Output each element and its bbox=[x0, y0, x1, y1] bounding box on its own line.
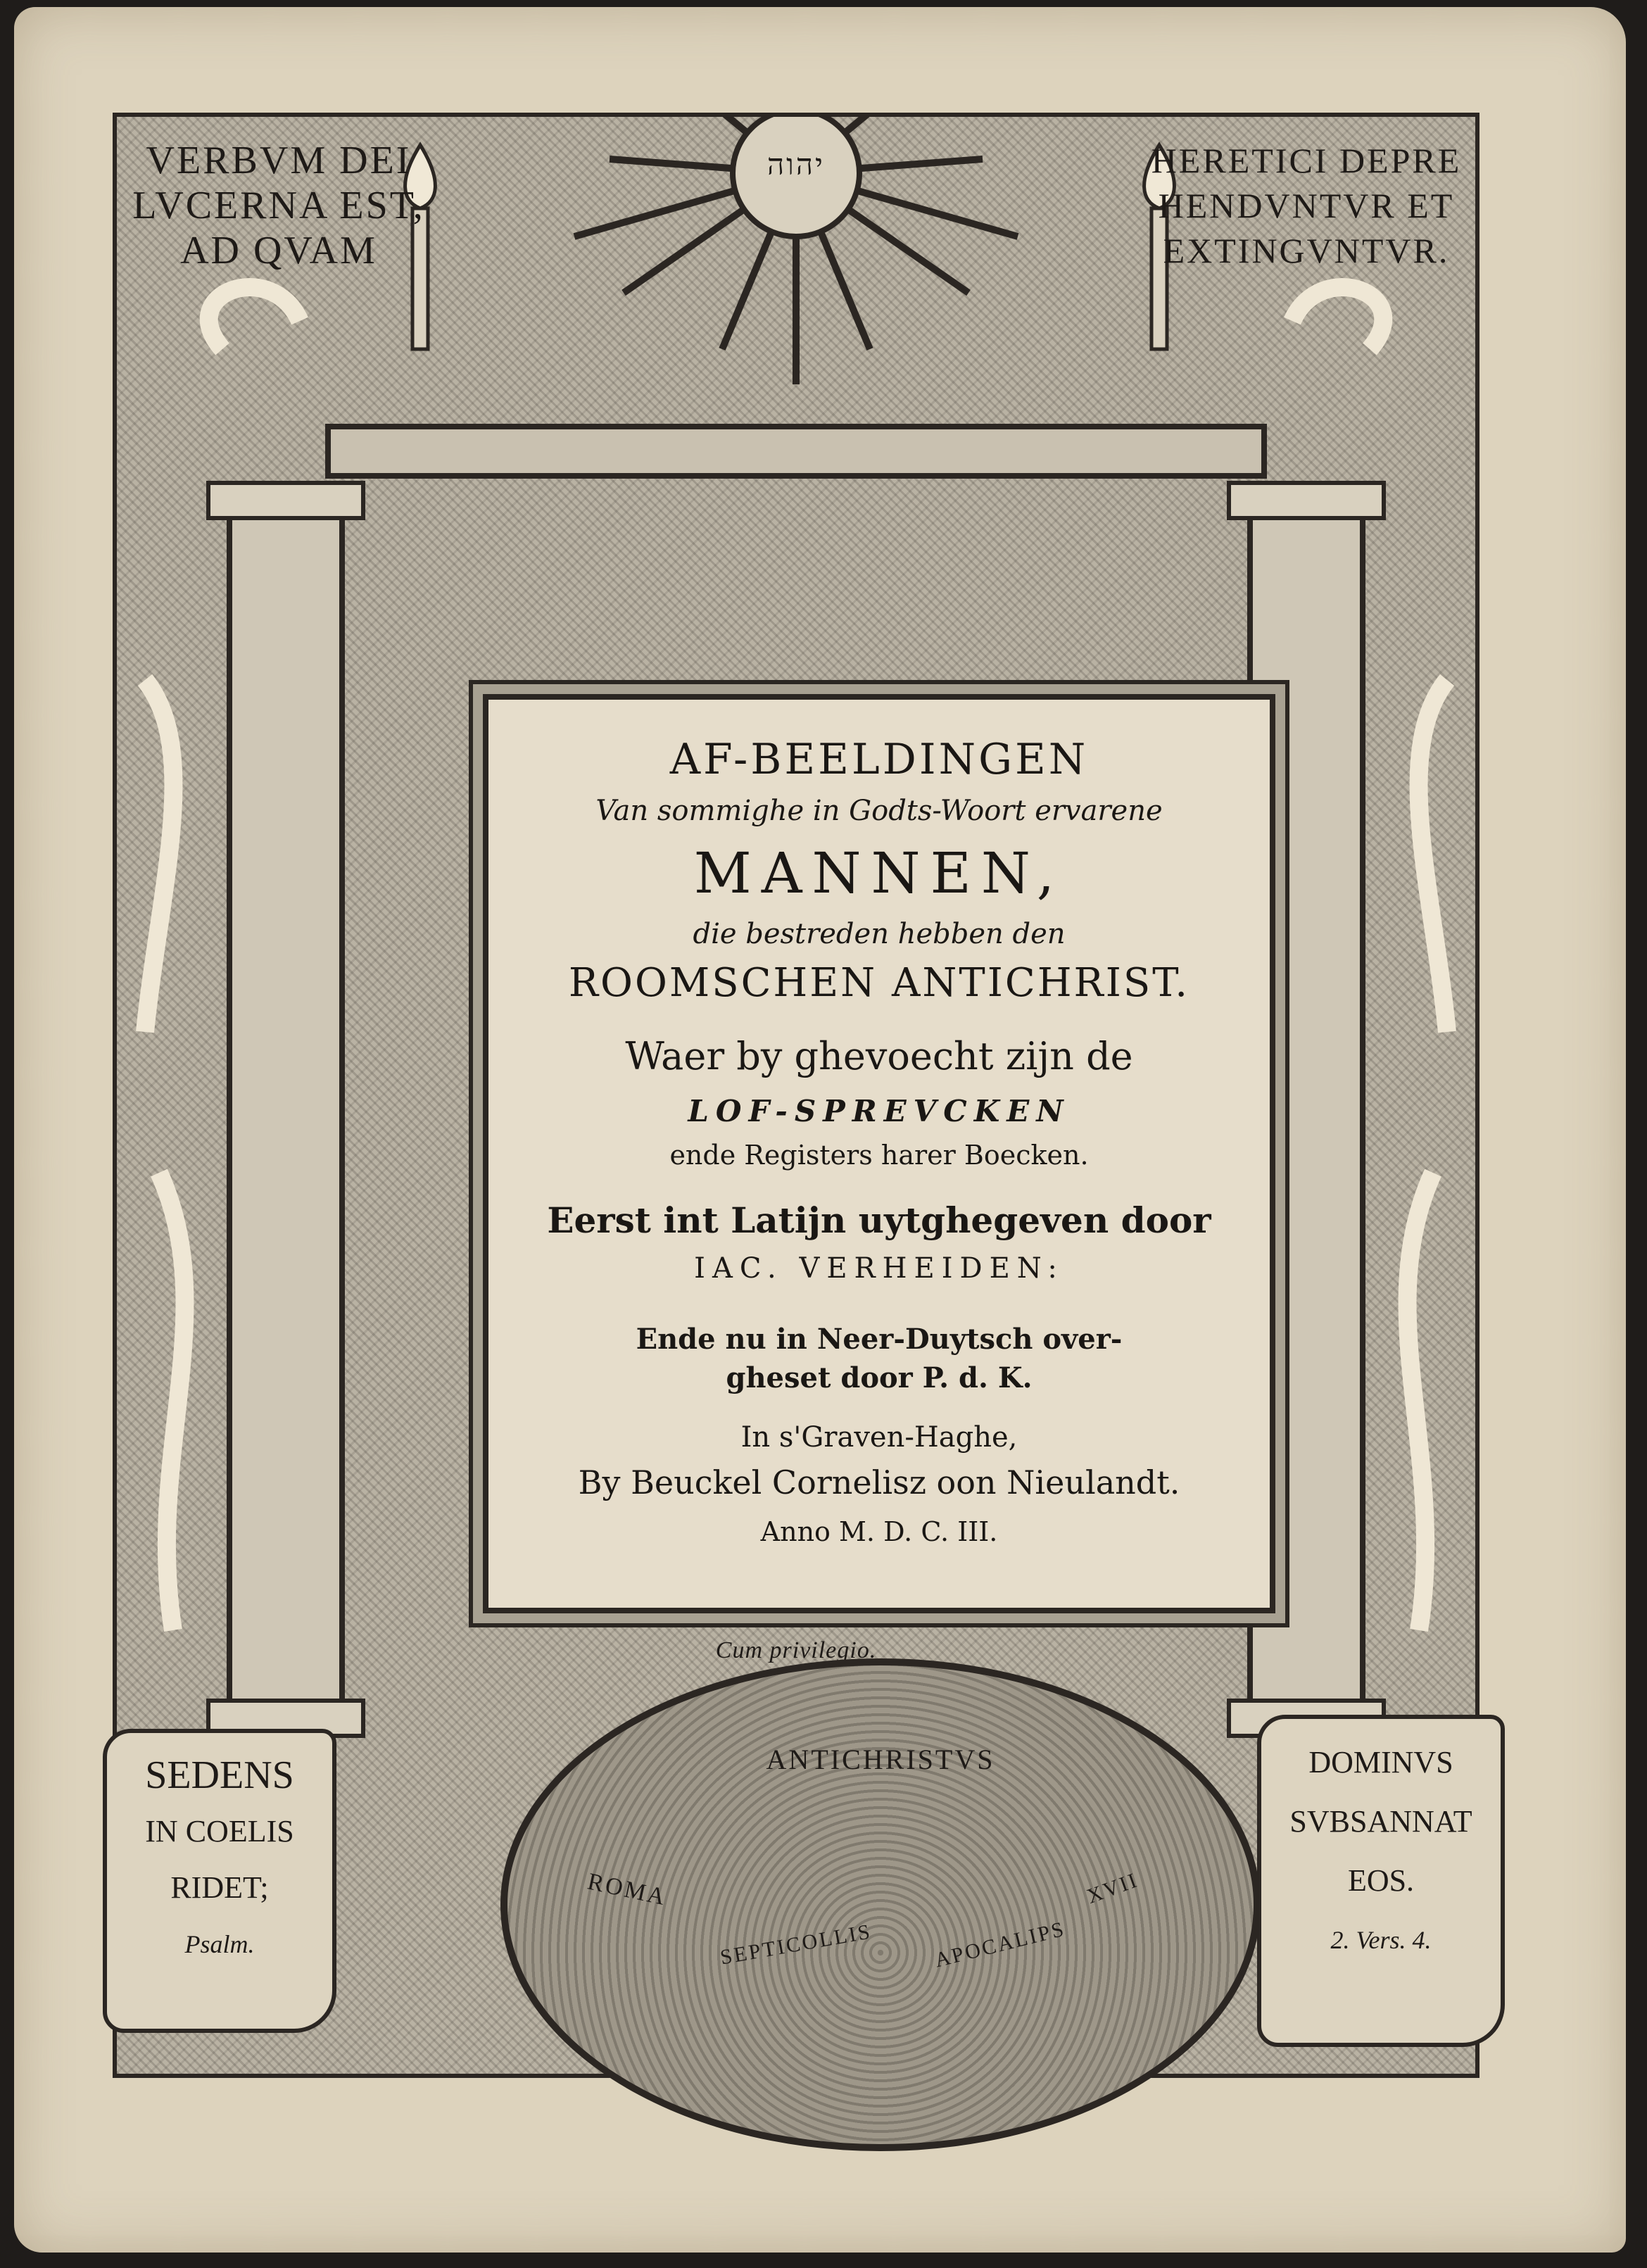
bottom-right-scroll-line: SVBSANNAT bbox=[1289, 1804, 1472, 1839]
bottom-right-scroll-line: 2. Vers. 4. bbox=[1330, 1926, 1432, 1954]
engraved-frame bbox=[113, 113, 1479, 2078]
title-line-11: Ende nu in Neer-Duytsch over- bbox=[636, 1323, 1123, 1356]
book-page bbox=[14, 7, 1626, 2253]
title-line-10: IAC. VERHEIDEN: bbox=[694, 1252, 1064, 1285]
title-line-15: Anno M. D. C. III. bbox=[760, 1516, 998, 1547]
title-line-14: By Beuckel Cornelisz oon Nieulandt. bbox=[578, 1463, 1180, 1501]
bottom-left-scroll-line: SEDENS bbox=[145, 1753, 294, 1797]
vignette-label: ANTICHRISTVS bbox=[766, 1744, 995, 1775]
title-line-4: die bestreden hebben den bbox=[693, 918, 1066, 950]
antichrist-vignette bbox=[500, 1658, 1261, 2151]
top-right-motto bbox=[1144, 138, 1468, 273]
bottom-right-scroll bbox=[1257, 1715, 1505, 2047]
bottom-left-scroll bbox=[103, 1729, 336, 2033]
top-left-motto-line: VERBVM DEI bbox=[146, 139, 412, 182]
top-right-motto-line: EXTINGVNTVR. bbox=[1163, 231, 1450, 270]
vignette-label: SEPTICOLLIS bbox=[718, 1920, 874, 1970]
title-line-6: Waer by ghevoecht zijn de bbox=[625, 1034, 1133, 1078]
bottom-right-scroll-line: DOMINVS bbox=[1308, 1745, 1453, 1779]
bottom-right-scroll-line: EOS. bbox=[1347, 1863, 1415, 1898]
vignette-label: XVII bbox=[1083, 1868, 1142, 1908]
vignette-label: APOCALIPS bbox=[932, 1917, 1068, 1972]
title-line-7: LOF-SPREVCKEN bbox=[688, 1094, 1071, 1128]
title-line-5: ROOMSCHEN ANTICHRIST. bbox=[568, 960, 1190, 1006]
title-line-13: In s'Graven-Haghe, bbox=[740, 1421, 1018, 1454]
vignette-label: ROMA bbox=[585, 1868, 669, 1911]
top-left-motto-line: AD QVAM bbox=[180, 229, 377, 272]
title-line-12: gheset door P. d. K. bbox=[726, 1361, 1033, 1394]
bottom-left-scroll-line: Psalm. bbox=[184, 1930, 255, 1958]
title-cartouche bbox=[483, 694, 1275, 1613]
title-line-1: AF-BEELDINGEN bbox=[669, 735, 1089, 784]
bottom-left-scroll-line: RIDET; bbox=[170, 1870, 269, 1905]
sun-inscription: יהוה bbox=[766, 149, 826, 182]
top-left-motto bbox=[131, 138, 427, 273]
top-left-motto-line: LVCERNA EST, bbox=[132, 184, 425, 227]
top-right-motto-line: HENDVNTVR ET bbox=[1158, 186, 1455, 225]
title-line-8: ende Registers harer Boecken. bbox=[669, 1140, 1089, 1171]
privilege-note: Cum privilegio. bbox=[715, 1637, 877, 1663]
top-right-motto-line: HERETICI DEPRE bbox=[1151, 141, 1462, 180]
bottom-left-scroll-line: IN COELIS bbox=[145, 1814, 294, 1848]
title-line-3: MANNEN, bbox=[693, 840, 1065, 906]
title-line-2: Van sommighe in Godts-Woort ervarene bbox=[595, 795, 1163, 827]
title-line-9: Eerst int Latijn uytghegeven door bbox=[547, 1199, 1211, 1241]
